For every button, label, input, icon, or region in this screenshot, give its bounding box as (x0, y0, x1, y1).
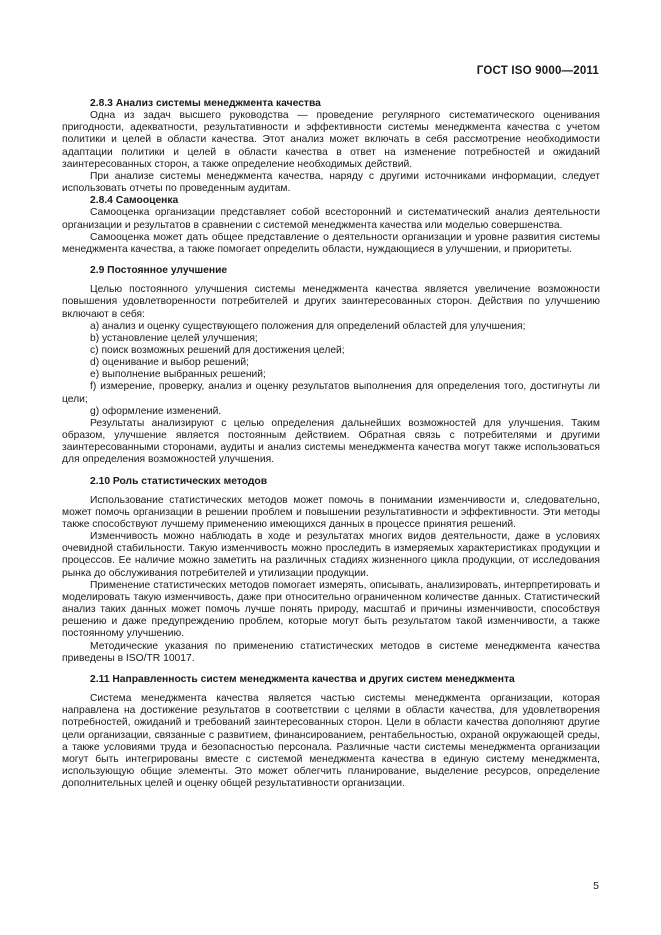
paragraph: Самооценка организации представляет собой всесторонний и систематический анализ деятельности организации и результатов в сравнении с системой менеджмента качества или моделью совершенства. (62, 207, 600, 231)
paragraph: Изменчивость можно наблюдать в ходе и результатах многих видов деятельности, даже в условиях очевидной стабильности. Такую изменчивость можно проследить в измеряемых характеристиках продукции и процессов. Ее наличие можно заметить на различных стадиях жизненного цикла продукции, от исследования рынка до обслуживания потребителей и утилизации продукции. (62, 531, 600, 579)
paragraph: Самооценка может дать общее представление о деятельности организации и уровне развития системы менеджмента качества, а также помогает определить области, нуждающиеся в улучшении, и приоритеты. (62, 231, 600, 255)
section-2-10 (62, 476, 600, 665)
paragraph: Методические указания по применению статистических методов в системе менеджмента качества приведены в ISO/TR 10017. (62, 640, 600, 664)
page-content (62, 98, 600, 790)
paragraph: Использование статистических методов может помочь в понимании изменчивости и, следовательно, может помочь организации в решении проблем и повышении результативности и эффективности. Эти методы также способствуют лучшему применению имеющихся данных в процессе принятия решений. (62, 494, 600, 530)
section-2-9 (62, 265, 600, 467)
paragraph: Целью постоянного улучшения системы менеджмента качества является увеличение возможности повышения удовлетворенности потребителей и других заинтересованных сторон. Действия по улучшению включают в себя: (62, 284, 600, 320)
list-item: a) анализ и оценку существующего положения для определений областей для улучшения; (90, 320, 526, 332)
list-item: d) оценивание и выбор решений; (90, 357, 249, 369)
paragraph: При анализе системы менеджмента качества, наряду с другими источниками информации, следует использовать отчеты по проведенным аудитам. (62, 170, 600, 195)
paragraph: Применение статистических методов помогает измерять, описывать, анализировать, интерпретировать и моделировать такую изменчивость, даже при относительно ограниченном количестве данных. Статистический анализ таких данных может помочь лучше понять природу, масштаб и причины изменчивости, способствуя решению и даже предупреждению проблем, которые могут быть результатом такой изменчивости, а также постоянному улучшению. (62, 579, 600, 640)
list-item: c) поиск возможных решений для достижения целей; (90, 344, 345, 356)
page-number: 5 (593, 880, 599, 892)
list-item: e) выполнение выбранных решений; (90, 369, 266, 381)
list-item: b) установление целей улучшения; (90, 332, 258, 344)
standard-code: ГОСТ ISO 9000—2011 (476, 65, 599, 77)
list-item: g) оформление изменений. (90, 405, 222, 417)
section-heading: 2.10 Роль статистических методов (90, 475, 268, 487)
paragraph: Результаты анализируют с целью определения дальнейших возможностей для улучшения. Таким образом, улучшение является постоянным действием. Обратная связь с потребителями и другими заинтересованными сторонами, аудиты и анализ системы менеджмента качества могут также использоваться для определения возможностей улучшения. (62, 417, 600, 466)
paragraph: Система менеджмента качества является частью системы менеджмента организации, которая направлена на достижение результатов в соответствии с целями в области качества, для удовлетворения потребностей, ожиданий и требований заинтересованных сторон. Цели в области качества дополняют другие цели организации, связанные с развитием, финансированием, рентабельностью, охраной окружающей среды, а также условиями труда и безопасностью персонала. Различные части системы менеджмента организации могут быть интегрированы вместе с системой менеджмента качества в единую систему менеджмента, использующую общие элементы. Это может облегчить планирование, выделение ресурсов, определение дополнительных целей и оценку общей результативности организации. (62, 693, 600, 790)
section-2-11 (62, 674, 600, 790)
section-heading: 2.8.4 Самооценка (90, 195, 179, 207)
section-2-8-3 (62, 98, 600, 195)
section-heading: 2.9 Постоянное улучшение (90, 265, 228, 277)
paragraph: Одна из задач высшего руководства — проведение регулярного систематического оценивания пригодности, адекватности, результативности и эффективности системы менеджмента качества с учетом политики и целей в области качества. Этот анализ может включать в себя рассмотрение необходимости адаптации политики и целей в области качества в ответ на изменение потребностей и ожиданий заинтересованных сторон, а также определение необходимых действий. (62, 110, 600, 170)
section-heading: 2.8.3 Анализ системы менеджмента качества (90, 98, 321, 109)
list-item: f) измерение, проверку, анализ и оценку результатов выполнения для определения того, достигнуты ли цели; (62, 381, 600, 405)
section-heading: 2.11 Направленность систем менеджмента качества и других систем менеджмента (90, 673, 515, 685)
section-2-8-4 (62, 195, 600, 256)
